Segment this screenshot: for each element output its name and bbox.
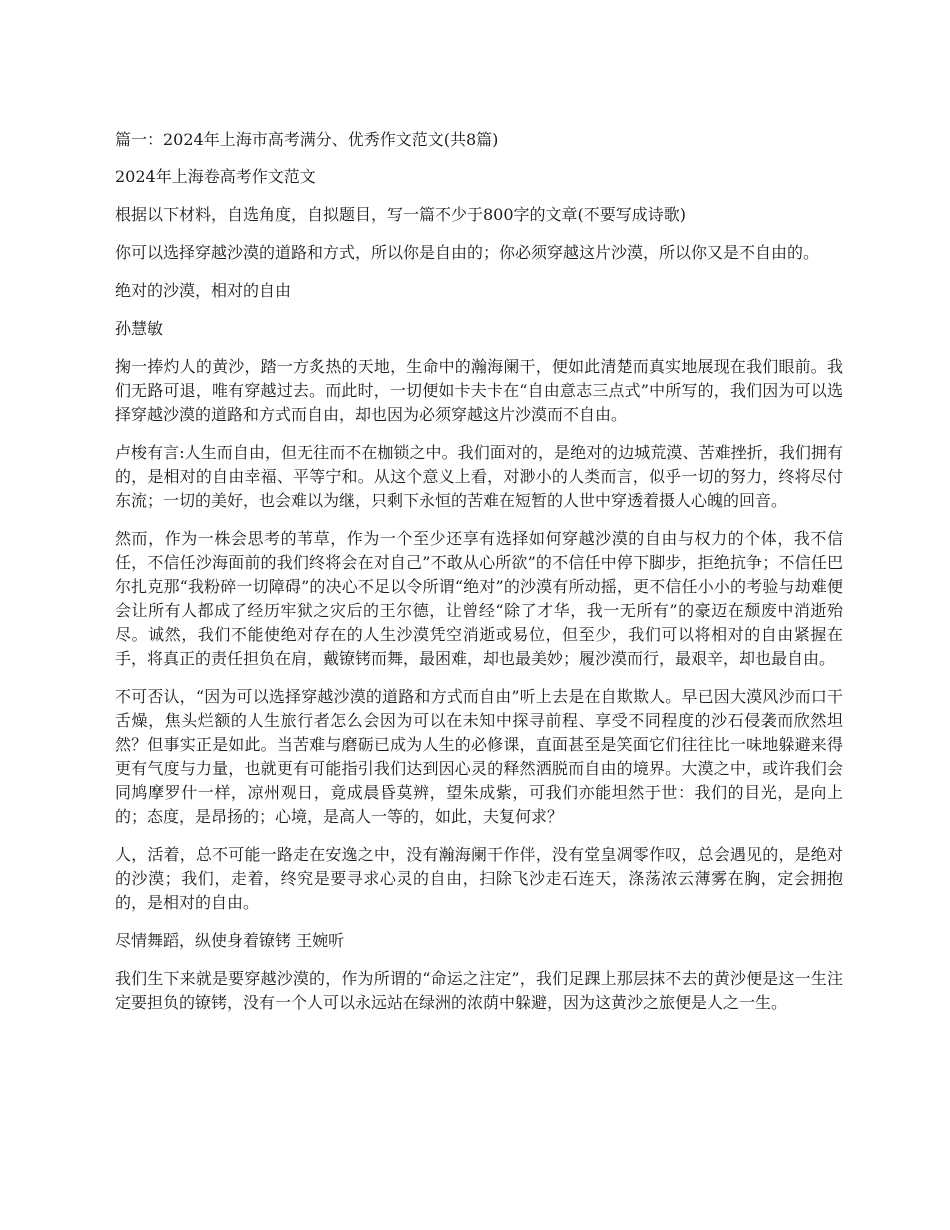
essay-author: 孙慧敏 (115, 319, 164, 338)
essay-title: 绝对的沙漠，相对的自由 (115, 281, 292, 300)
document-page (115, 128, 843, 1029)
body-paragraph: 然而，作为一株会思考的苇草，作为一个至少还享有选择如何穿越沙漠的自由与权力的个体，我不信任，不信任沙海面前的我们终将会在对自己”不敢从心所欲”的不信任中停下脚步，拒绝抗争；不信任巴尔扎克那“我粉碎一切障碍”的决心不足以令所谓“绝对”的沙漠有所动摇，更不信任小小的考验与劫难便会让所有人都成了经历牢狱之灾后的王尔德，让曾经“除了才华，我一无所有”的豪迈在颓废中消逝殆尽。诚然，我们不能使绝对存在的人生沙漠凭空消逝或易位，但至少，我们可以将相对的自由紧握在手，将真正的责任担负在肩，戴镣铐而舞，最困难，却也最美妙；履沙漠而行，最艰辛，却也最自由。 (115, 529, 843, 668)
subheading: 2024年上海卷高考作文范文 (115, 167, 316, 186)
essay-title-author: 尽情舞蹈，纵使身着镣铐 王婉听 (115, 931, 345, 950)
body-paragraph: 掬一捧灼人的黄沙，踏一方炙热的天地，生命中的瀚海阑干，便如此清楚而真实地展现在我们眼前。我们无路可退，唯有穿越过去。而此时，一切便如卡夫卡在“自由意志三点式”中所写的，我们因为可以选择穿越沙漠的道路和方式而自由，却也因为必须穿越这片沙漠而不自由。 (115, 357, 843, 424)
prompt-instruction: 根据以下材料，自选角度，自拟题目，写一篇不少于800字的文章(不要写成诗歌) (115, 205, 687, 224)
prompt-material: 你可以选择穿越沙漠的道路和方式，所以你是自由的；你必须穿越这片沙漠，所以你又是不自由的。 (115, 243, 820, 262)
body-paragraph: 我们生下来就是要穿越沙漠的，作为所谓的“命运之注定”，我们足踝上那层抹不去的黄沙便是这一生注定要担负的镣铐，没有一个人可以永远站在绿洲的浓荫中躲避，因为这黄沙之旅便是人之一生。 (115, 969, 843, 1012)
body-paragraph: 卢梭有言:人生而自由，但无往而不在枷锁之中。我们面对的，是绝对的边城荒漠、苦难挫折，我们拥有的，是相对的自由幸福、平等宁和。从这个意义上看，对渺小的人类而言，似乎一切的努力，终将尽付东流；一切的美好，也会难以为继，只剩下永恒的苦难在短暂的人世中穿透着摄人心魄的回音。 (115, 443, 843, 510)
section-heading: 篇一：2024年上海市高考满分、优秀作文范文(共8篇) (115, 130, 499, 149)
body-paragraph: 人，活着，总不可能一路走在安逸之中，没有瀚海阑干作伴，没有堂皇凋零作叹，总会遇见的，是绝对的沙漠；我们，走着，终究是要寻求心灵的自由，扫除飞沙走石连天，涤荡浓云薄雾在胸，定会拥抱的，是相对的自由。 (115, 845, 843, 912)
body-paragraph: 不可否认，“因为可以选择穿越沙漠的道路和方式而自由”听上去是在自欺欺人。早已因大漠风沙而口干舌燥，焦头烂额的人生旅行者怎么会因为可以在未知中探寻前程、享受不同程度的沙石侵袭而欣然坦然？但事实正是如此。当苦难与磨砺已成为人生的必修课，直面甚至是笑面它们往往比一味地躲避来得更有气度与力量，也就更有可能指引我们达到因心灵的释然洒脱而自由的境界。大漠之中，或许我们会同鸠摩罗什一样，凉州观日，竟成晨昏莫辨，望朱成紫，可我们亦能坦然于世：我们的目光，是向上的；态度，是昂扬的；心境，是高人一等的，如此，夫复何求？ (115, 687, 843, 826)
